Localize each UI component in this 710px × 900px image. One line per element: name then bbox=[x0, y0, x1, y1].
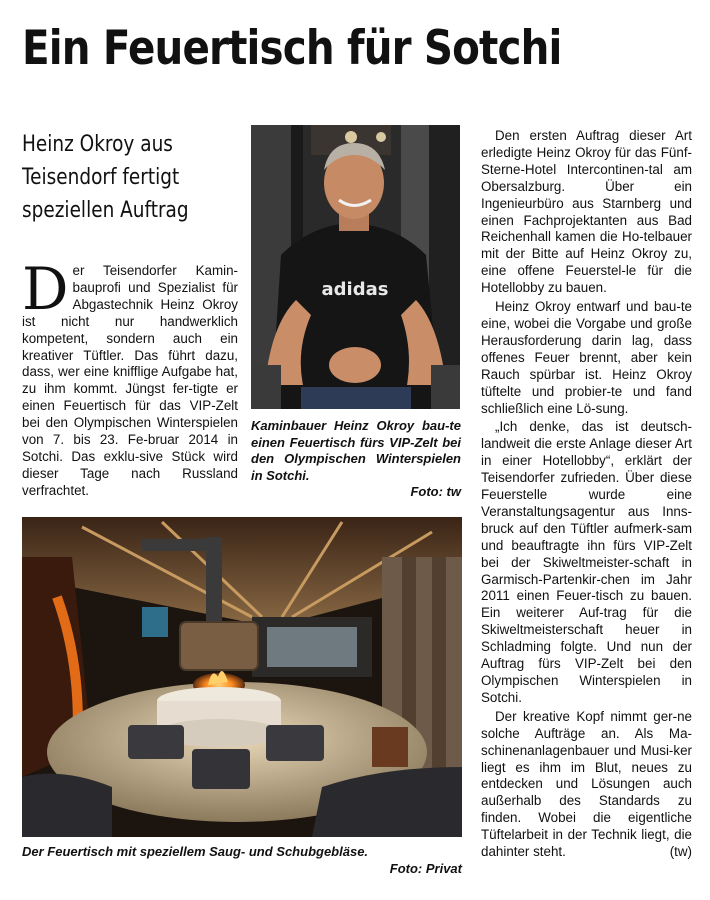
shirt-logo-text: adidas bbox=[321, 279, 389, 300]
paragraph: „Ich denke, das ist deutsch-landweit die erste Anlage dieser Art in einer Hotellobby“, erklärt der Teisendorfer zufrieden. Über diese Feuerstelle wurde eine Veranstaltungsagentur aus Inns-bruck auf den Tüftler aufmerk-sam und beauftragte ihn fürs VIP-Zelt bei der Skiweltmeister-schaft in Garmisch-Partenkir-chen im Jahr 2011 einen Feuer-tisch zu bauen. Ein weiterer Auf-trag für die Skiweltmeisterschaft heuer in Schladming folgte. Und nun der Auftrag fürs VIP-Zelt bei den Olympischen Winterspielen in Sotchi. bbox=[481, 419, 692, 705]
portrait-photo-credit: Foto: tw bbox=[410, 484, 461, 499]
paragraph bbox=[481, 709, 692, 861]
fire-table-caption bbox=[22, 844, 462, 877]
fire-table-photo bbox=[22, 517, 462, 837]
subhead-line: Heinz Okroy aus bbox=[22, 132, 173, 157]
lead-paragraph bbox=[22, 255, 238, 500]
article-column-right bbox=[481, 128, 692, 861]
fire-table-image bbox=[22, 517, 462, 837]
portrait-caption-text: Kaminbauer Heinz Okroy bau-te einen Feuertisch fürs VIP-Zelt bei den Olympischen Winterspielen in Sotchi. bbox=[251, 418, 461, 483]
paragraph: Heinz Okroy entwarf und bau-te eine, wobei die Vorgabe und große Herausforderung darin lag, dass offenes Feuer brennt, aber kein Rauch spürbar ist. Heinz Okroy tüftelte und probier-te und fand schließlich eine Lö-sung. bbox=[481, 299, 692, 416]
author-signoff: (tw) bbox=[669, 844, 692, 860]
closing-paragraph-text: Der kreative Kopf nimmt ger-ne solche Aufträge an. Als Ma-schinenanlagenbauer und Musi-ker liegt es ihm im Blut, neues zu entdecken und Lösungen auch außerhalb des Standards zu finden. Wobei die eigentliche Tüftelarbeit in der Technik liegt, die dahinter steht. bbox=[481, 708, 692, 860]
portrait-caption bbox=[251, 418, 461, 501]
headline: Ein Feuertisch für Sotchi bbox=[22, 21, 562, 76]
drop-cap: D bbox=[22, 255, 69, 323]
portrait-image bbox=[251, 125, 460, 409]
paragraph: Den ersten Auftrag dieser Art erledigte Heinz Okroy für das Fünf-Sterne-Hotel Intercontinen-tal am Obersalzburg. Über ein Ingenieurbüro aus Starnberg und einen Fachprojektanten aus Bad Reichenhall kamen die Ho-telbauer mit der Bitte auf Heinz Okroy zu, eine offene Feuerstel-le für die Hotellobby zu bauen. bbox=[481, 128, 692, 296]
subheadline bbox=[22, 128, 224, 227]
fire-table-caption-text: Der Feuertisch mit speziellem Saug- und Schubgebläse. bbox=[22, 844, 369, 859]
lead-text: er Teisendorfer Kamin-bauprofi und Spezialist für Abgastechnik Heinz Okroy ist nicht nur handwerklich kompetent, sondern auch ein kreativer Tüftler. Das führt dazu, dass, wer eine knifflige Aufgabe hat, zu ihm kommt. Jüngst fer-tigte er einen Feuertisch für das VIP-Zelt bei den Olympischen Winterspielen von 7. bis 23. Fe-bruar 2014 in Sotchi. Das exklu-sive Stück wird dieser Tage nach Russland verfrachtet. bbox=[22, 263, 238, 498]
fire-table-photo-credit: Foto: Privat bbox=[389, 860, 462, 876]
subhead-line: speziellen Auftrag bbox=[22, 198, 189, 223]
article-column-left bbox=[22, 255, 238, 500]
portrait-photo bbox=[251, 125, 460, 409]
subhead-line: Teisendorf fertigt bbox=[22, 165, 180, 190]
